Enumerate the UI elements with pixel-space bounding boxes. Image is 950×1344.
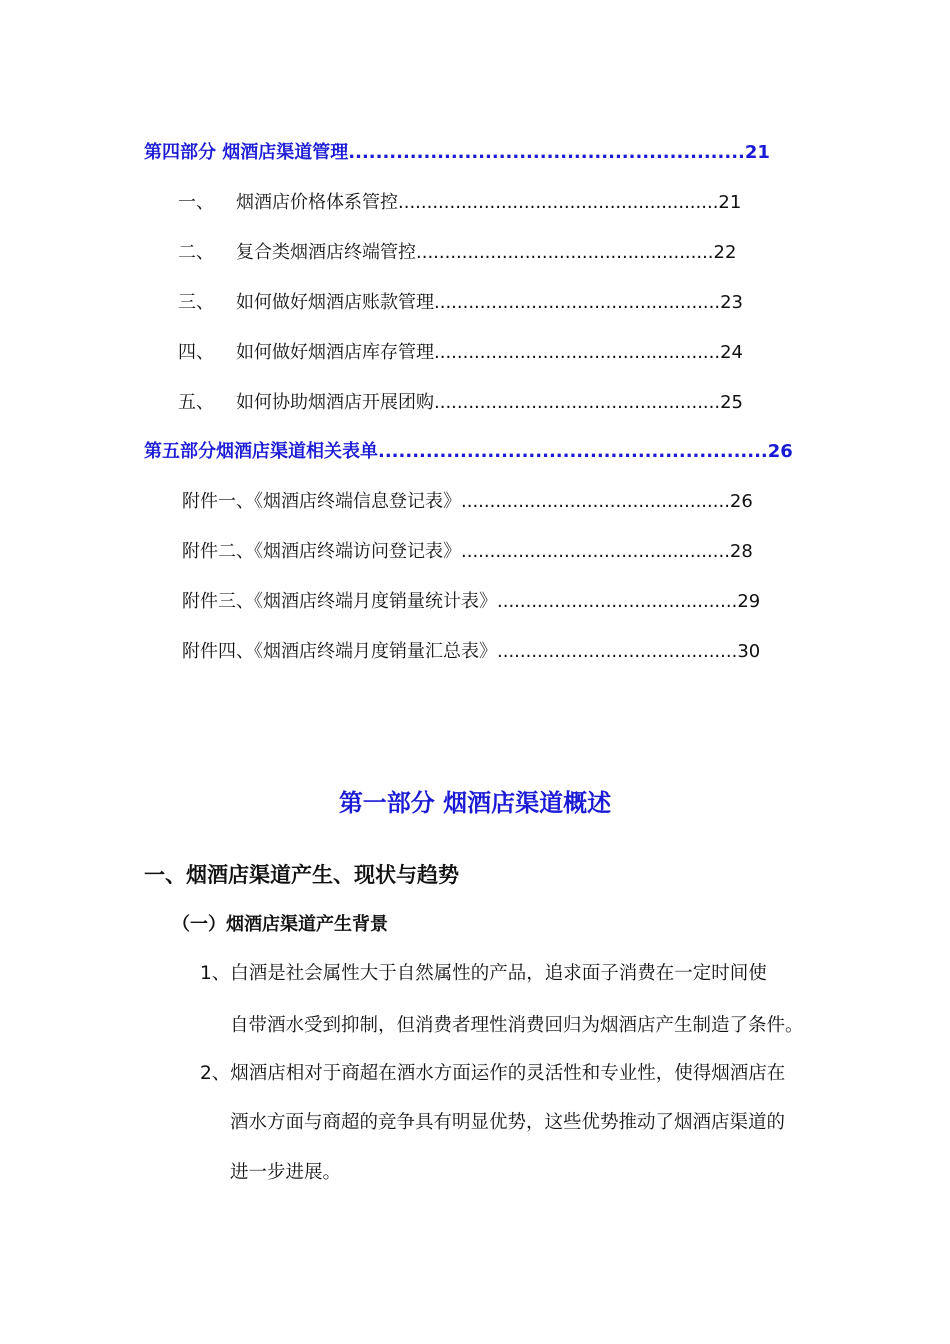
toc-page-number: 24: [720, 342, 743, 363]
paragraph-2-line-1: 2、烟酒店相对于商超在酒水方面运作的灵活性和专业性，使得烟酒店在: [200, 1063, 786, 1084]
toc-item-number: 一、: [178, 192, 214, 213]
toc-item-number: 二、: [178, 242, 214, 263]
toc-item-accounts[interactable]: [178, 288, 743, 314]
part-title: 第一部分 烟酒店渠道概述: [338, 789, 612, 817]
toc-page-number: 26: [767, 441, 793, 462]
toc-page-number: 30: [737, 641, 761, 662]
toc-page-number: 21: [718, 192, 742, 213]
toc-leader-dots: ..................................................: [434, 392, 721, 413]
toc-attachment-4[interactable]: [182, 637, 760, 663]
toc-item-label: 附件四、《烟酒店终端月度销量汇总表》: [182, 641, 497, 662]
toc-leader-dots: ....................................................: [416, 242, 714, 263]
toc-page-number: 23: [720, 292, 743, 313]
toc-page-number: 25: [720, 392, 743, 413]
paragraph-1-line-1: 1、白酒是社会属性大于自然属性的产品，追求面子消费在一定时间使: [200, 963, 767, 984]
toc-page-number: 26: [729, 491, 753, 512]
toc-leader-dots: ..........................................: [497, 641, 738, 662]
toc-leader-dots: ........................................................: [398, 192, 719, 213]
toc-item-composite-terminal[interactable]: [178, 238, 736, 264]
toc-leader-dots: ...............................................: [461, 491, 730, 512]
paragraph-2-line-3: 进一步进展。: [230, 1162, 342, 1183]
toc-page-number: 22: [713, 242, 737, 263]
toc-item-label: 烟酒店价格体系管控: [236, 192, 398, 213]
paragraph-2-line-2: 酒水方面与商超的竞争具有明显优势，这些优势推动了烟酒店渠道的: [230, 1112, 786, 1133]
toc-page-number: 28: [729, 541, 753, 562]
toc-part4-label: 第四部分 烟酒店渠道管理: [144, 142, 349, 163]
toc-attachment-2[interactable]: [182, 537, 753, 563]
section-title: 一、烟酒店渠道产生、现状与趋势: [144, 863, 459, 887]
toc-page-number: 21: [744, 142, 770, 163]
toc-item-label: 附件一、《烟酒店终端信息登记表》: [182, 491, 461, 512]
toc-attachment-1[interactable]: [182, 487, 753, 513]
toc-part5-label: 第五部分烟酒店渠道相关表单: [144, 441, 378, 462]
toc-item-label: 附件二、《烟酒店终端访问登记表》: [182, 541, 461, 562]
toc-item-label: 如何协助烟酒店开展团购: [236, 392, 434, 413]
toc-leader-dots: .........................................................: [378, 441, 768, 462]
subsection-title: （一）烟酒店渠道产生背景: [172, 914, 388, 935]
toc-item-inventory[interactable]: [178, 338, 743, 364]
toc-leader-dots: ..........................................................: [348, 142, 745, 163]
toc-item-number: 四、: [178, 342, 214, 363]
toc-leader-dots: ...............................................: [461, 541, 730, 562]
toc-item-number: 三、: [178, 292, 214, 313]
toc-item-label: 如何做好烟酒店账款管理: [236, 292, 434, 313]
toc-item-label: 复合类烟酒店终端管控: [236, 242, 416, 263]
toc-leader-dots: ..........................................: [497, 591, 738, 612]
toc-leader-dots: ..................................................: [434, 342, 721, 363]
toc-item-label: 如何做好烟酒店库存管理: [236, 342, 434, 363]
toc-attachment-3[interactable]: [182, 587, 760, 613]
toc-leader-dots: ..................................................: [434, 292, 721, 313]
toc-item-group-purchase[interactable]: [178, 388, 743, 414]
toc-item-label: 附件三、《烟酒店终端月度销量统计表》: [182, 591, 497, 612]
toc-part4-entry[interactable]: [144, 138, 770, 164]
toc-item-price-control[interactable]: [178, 188, 741, 214]
paragraph-1-line-2: 自带酒水受到抑制，但消费者理性消费回归为烟酒店产生制造了条件。: [230, 1015, 804, 1036]
toc-item-number: 五、: [178, 392, 214, 413]
toc-page-number: 29: [737, 591, 761, 612]
toc-part5-entry[interactable]: [144, 437, 793, 463]
